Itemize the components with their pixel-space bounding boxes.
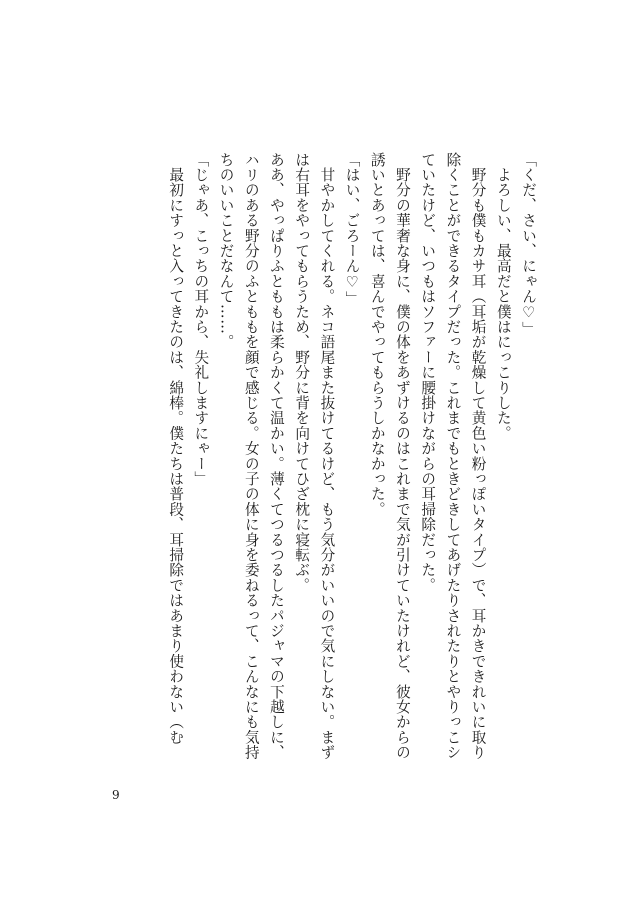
text-line: 甘やかしてくれる。ネコ語尾また抜けてるけど、もう気分がいいので気にしない。まず bbox=[318, 152, 336, 760]
text-line: 「じゃあ、こっちの耳から、失礼しますにゃー」 bbox=[192, 152, 210, 487]
text-line: 除くことができるタイプだった。これまでもときどきしてあげたりされたりとやりっこシ bbox=[444, 152, 462, 760]
text-line: 「くだ、さい、にゃん♡」 bbox=[520, 152, 537, 337]
text-line: よろしい、最高だと僕はにっこりした。 bbox=[494, 152, 512, 441]
text-line: は右耳をやってもらうため、野分に背を向けてひざ枕に寝転ぶ。 bbox=[293, 152, 311, 593]
body-text bbox=[163, 152, 541, 758]
text-line: 野分の華奢な身に、僕の体をあずけるのはこれまで気が引けていたけれど、彼女からの bbox=[393, 152, 411, 760]
text-line: ハリのある野分のふとももを顔で感じる。女の子の体に身を委ねるって、こんなにも気持 bbox=[242, 152, 260, 760]
text-line: 「はい、ごろーん♡」 bbox=[343, 152, 361, 307]
page-number: 9 bbox=[112, 788, 120, 802]
text-line: 最初にすっと入ってきたのは、綿棒。僕たちは普段、耳掃除ではあまり使わない（む bbox=[167, 152, 185, 745]
text-line: ていたけど、いつもはソファーに腰掛けながらの耳掃除だった。 bbox=[419, 152, 437, 593]
text-line: ああ、やっぱりふとももは柔らかくて温かい。薄くてつるつるしたパジャマの下越しに、 bbox=[267, 152, 285, 760]
text-line: ちのいいことだなんて……。 bbox=[217, 152, 235, 350]
text-line: 野分も僕もカサ耳（耳垢が乾燥して黄色い粉っぽいタイプ）で、耳かきできれいに取り bbox=[469, 152, 487, 760]
text-line: 誘いとあっては、喜んでやってもらうしかなかった。 bbox=[368, 152, 386, 517]
